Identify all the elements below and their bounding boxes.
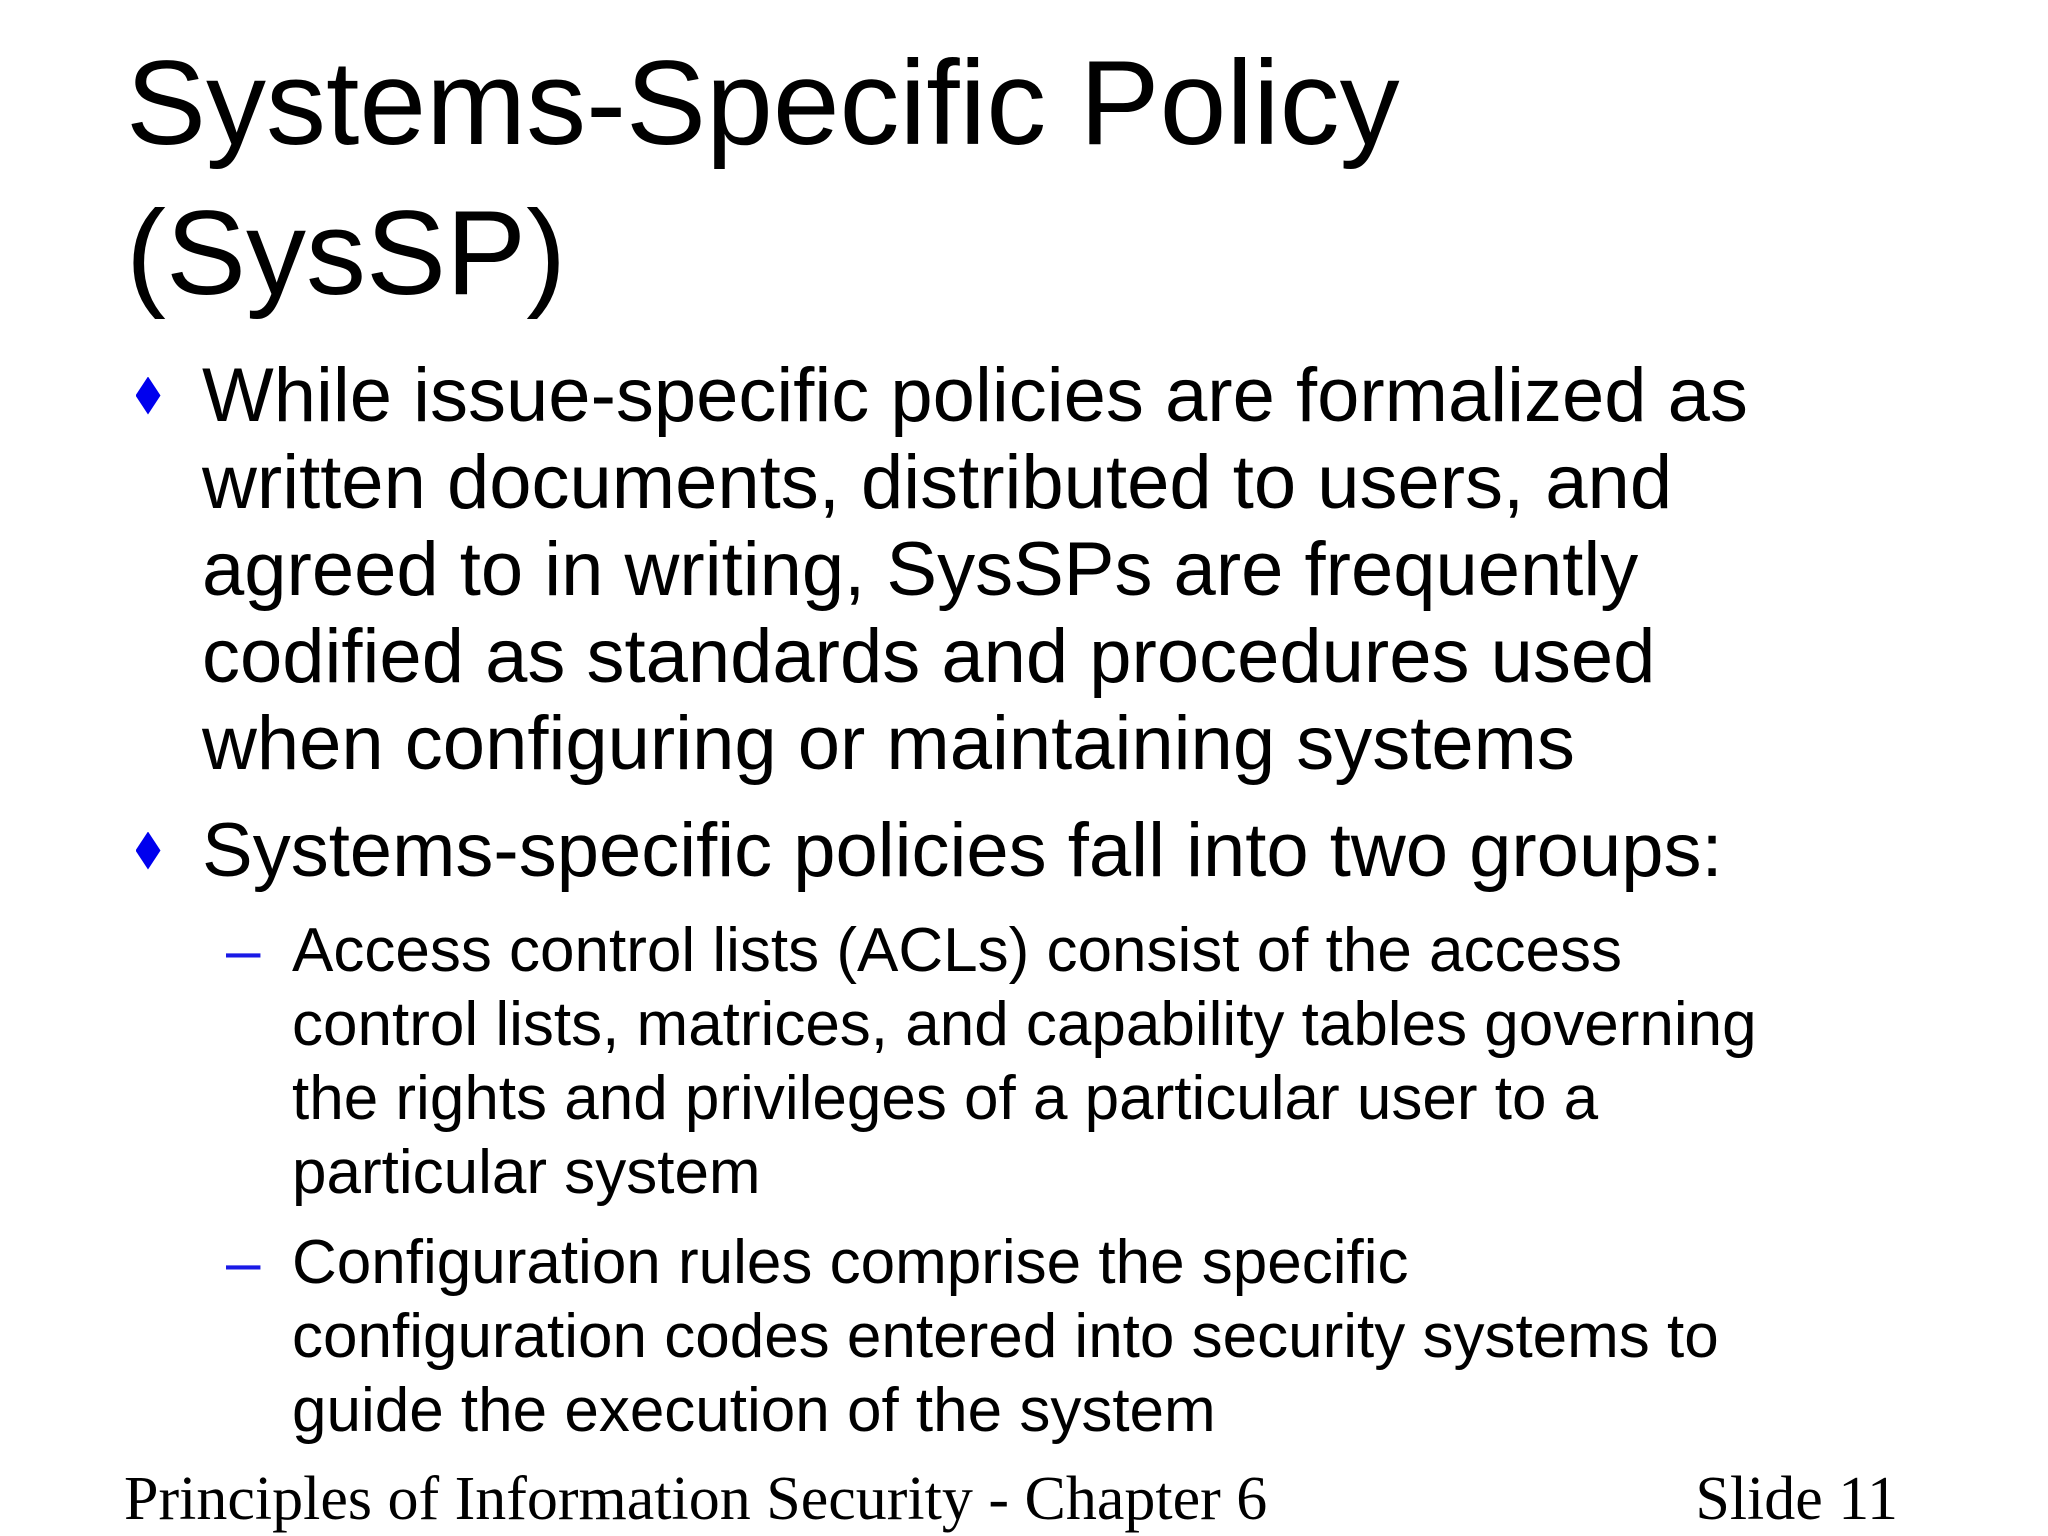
slide-title-line: (SysSP): [126, 186, 567, 320]
bullet-list: [126, 352, 2016, 1464]
dash-bullet-icon: –: [226, 916, 261, 985]
sub-bullet-line: Access control lists (ACLs) consist of the access: [292, 916, 1623, 985]
bullet-line: While issue-specific policies are formalized as: [202, 353, 1748, 438]
sub-bullet-line: control lists, matrices, and capability tables governing: [292, 990, 1757, 1059]
bullet-item: [126, 352, 2016, 787]
sub-bullet-line: guide the execution of the system: [292, 1376, 1216, 1445]
footer-slide-number: Slide 11: [1695, 1465, 1898, 1533]
sub-bullet-item: [126, 914, 2016, 1210]
slide-title: [126, 28, 1926, 328]
bullet-line: codified as standards and procedures used: [202, 614, 1656, 699]
sub-bullet-item: [126, 1226, 2016, 1448]
sub-bullet-line: Configuration rules comprise the specific: [292, 1228, 1409, 1297]
sub-bullet-line: the rights and privileges of a particular user to a: [292, 1064, 1599, 1133]
sub-bullet-line: particular system: [292, 1138, 761, 1207]
bullet-item: [126, 807, 2016, 894]
bullet-line: when configuring or maintaining systems: [202, 701, 1575, 786]
diamond-bullet-icon: [126, 352, 170, 439]
bullet-line: agreed to in writing, SysSPs are frequently: [202, 527, 1639, 612]
dash-bullet-icon: –: [226, 1228, 261, 1297]
slide-title-line: Systems-Specific Policy: [126, 36, 1400, 170]
bullet-line: Systems-specific policies fall into two groups:: [202, 808, 1723, 893]
sub-bullet-line: configuration codes entered into security systems to: [292, 1302, 1719, 1371]
diamond-bullet-icon: [126, 807, 170, 894]
footer-course-title: Principles of Information Security - Chapter 6: [124, 1465, 1268, 1533]
sub-bullet-list: [126, 914, 2016, 1448]
bullet-line: written documents, distributed to users, and: [202, 440, 1673, 525]
